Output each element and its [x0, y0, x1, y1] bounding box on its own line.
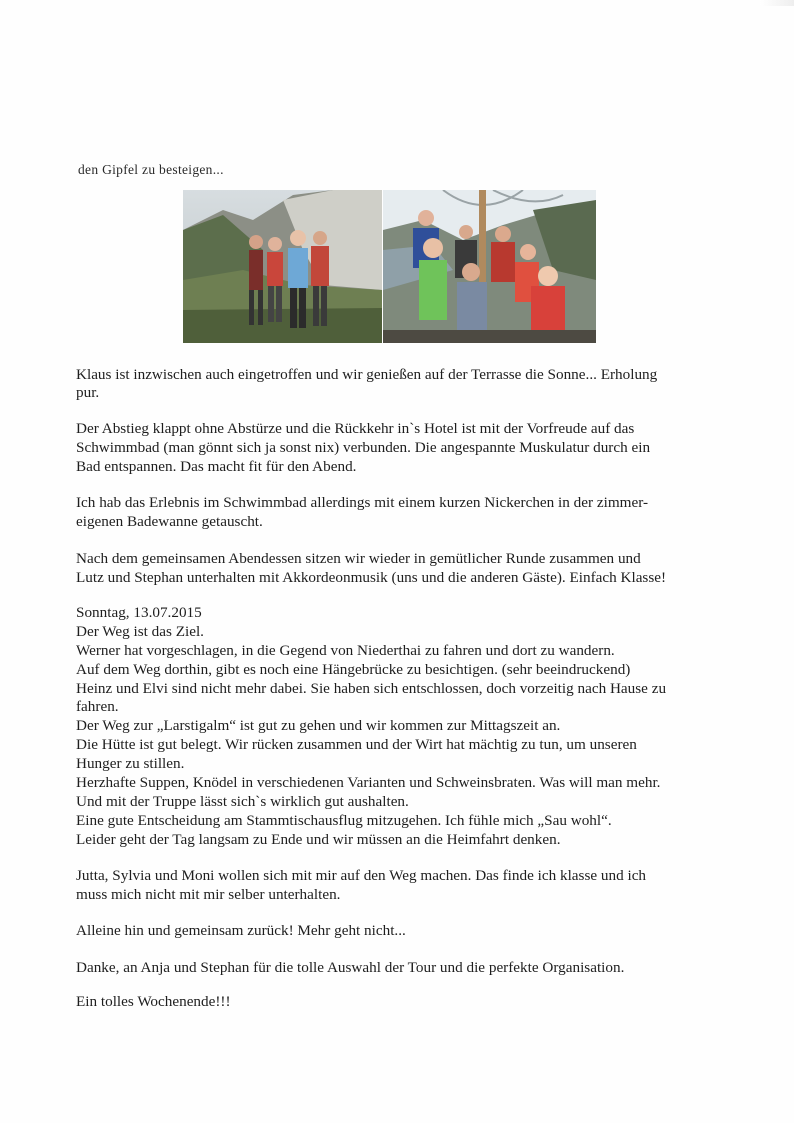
text-line: Danke, an Anja und Stephan für die tolle Auswahl der Tour und die perfekte Organisation. — [76, 959, 625, 976]
text-line: Alleine hin und gemeinsam zurück! Mehr geht nicht... — [76, 922, 406, 939]
text-line: eigenen Badewanne getauscht. — [76, 513, 263, 530]
group-hike-photo-left — [183, 190, 382, 343]
text-line: Klaus ist inzwischen auch eingetroffen und wir genießen auf der Terrasse die Sonne... Erholung — [76, 366, 658, 383]
text-line: Jutta, Sylvia und Moni wollen sich mit mir auf den Weg machen. Das finde ich klasse und ich — [76, 867, 647, 884]
text-line: Schwimmbad (man gönnt sich ja sonst nix) verbunden. Die angespannte Muskulatur durch ein — [76, 439, 651, 456]
text-line: Heinz und Elvi sind nicht mehr dabei. Sie haben sich entschlossen, doch vorzeitig nach Hause zu — [76, 680, 667, 697]
text-line: Hunger zu stillen. — [76, 755, 185, 772]
text-line: muss mich nicht mit mir selber unterhalten. — [76, 886, 341, 903]
scan-edge-mark — [760, 0, 794, 6]
text-line: Werner hat vorgeschlagen, in die Gegend von Niederthai zu fahren und dort zu wandern. — [76, 642, 615, 659]
text-line: Eine gute Entscheidung am Stammtischausflug mitzugehen. Ich fühle mich „Sau wohl“. — [76, 812, 612, 829]
text-line: Herzhafte Suppen, Knödel in verschiedenen Varianten und Schweinsbraten. Was will man mehr. — [76, 774, 661, 791]
summit-cross-group-photo-right-image — [383, 190, 596, 343]
text-line: Leider geht der Tag langsam zu Ende und wir müssen an die Heimfahrt denken. — [76, 831, 561, 848]
text-line: Lutz und Stephan unterhalten mit Akkordeonmusik (uns und die anderen Gäste). Einfach Klasse! — [76, 569, 667, 586]
text-line: Der Weg ist das Ziel. — [76, 623, 204, 640]
text-line: fahren. — [76, 698, 119, 715]
text-line: Ich hab das Erlebnis im Schwimmbad allerdings mit einem kurzen Nickerchen in der zimmer- — [76, 494, 649, 511]
text-line: Und mit der Truppe lässt sich`s wirklich gut aushalten. — [76, 793, 409, 810]
text-line: Nach dem gemeinsamen Abendessen sitzen wir wieder in gemütlicher Runde zusammen und — [76, 550, 641, 567]
text-line: Der Weg zur „Larstigalm“ ist gut zu gehen und wir kommen zur Mittagszeit an. — [76, 717, 561, 734]
text-line: Der Abstieg klappt ohne Abstürze und die Rückkehr in`s Hotel ist mit der Vorfreude auf das — [76, 420, 635, 437]
closing-line: Ein tolles Wochenende!!! — [76, 993, 231, 1010]
text-line: Die Hütte ist gut belegt. Wir rücken zusammen und der Wirt hat mächtig zu tun, um unseren — [76, 736, 637, 753]
intro-line: den Gipfel zu besteigen... — [78, 162, 224, 177]
text-line: pur. — [76, 384, 100, 401]
text-line: Auf dem Weg dorthin, gibt es noch eine Hängebrücke zu besichtigen. (sehr beeindruckend) — [76, 661, 631, 678]
date-line: Sonntag, 13.07.2015 — [76, 604, 202, 621]
summit-cross-group-photo-right — [383, 190, 596, 343]
text-line: Bad entspannen. Das macht fit für den Abend. — [76, 458, 357, 475]
group-hike-photo-left-image — [183, 190, 382, 343]
